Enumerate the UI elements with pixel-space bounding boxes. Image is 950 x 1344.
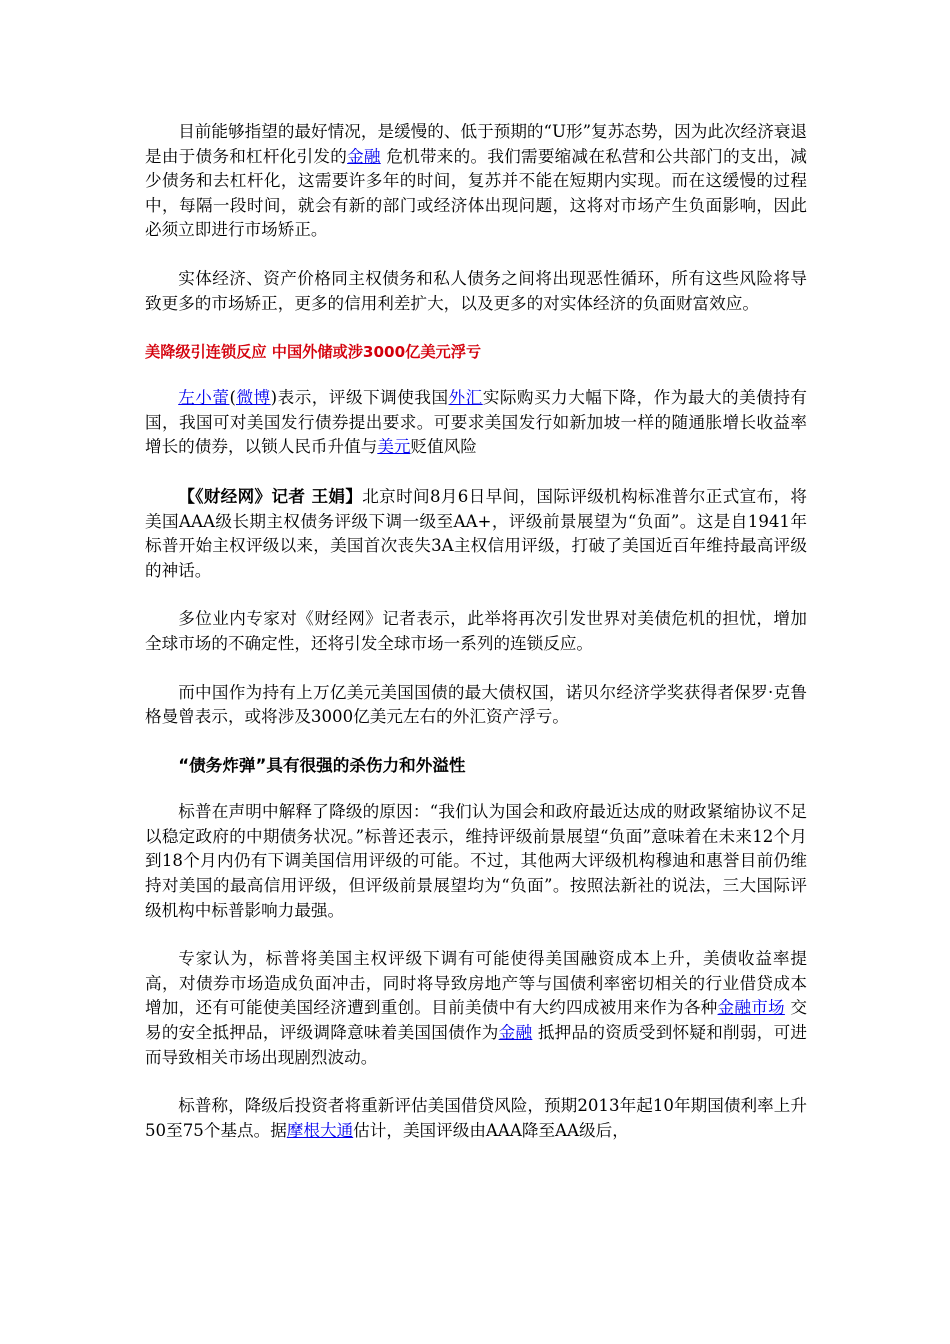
section-headline: 美降级引连锁反应 中国外储或涉3000亿美元浮亏 (145, 343, 482, 362)
link-weibo[interactable]: 微博 (235, 388, 271, 408)
link-finance[interactable]: 金融 (347, 146, 381, 166)
text: 北京时间8月6日早间，国际评级机构标准普尔正式宣布，将美国AAA级长期主权债务评级下调一级至AA+，评级前景展望为“负面”。这是自1941年标普开始主权评级以来，美国首次丧失3A主权信用评级，打破了美国近百年维持最高评级的神话。 (145, 486, 807, 580)
text: 标普称，降级后投资者将重新评估美国借贷风险，预期2013年起10年期国债利率上升50至75个基点。据 (145, 1096, 807, 1140)
text: 目前能够指望的最好情况，是缓慢的、低于预期的“U形”复苏态势，因为此次经济衰退是由于债务和杠杆化引发的 (145, 122, 807, 166)
text: ( (229, 388, 236, 408)
paragraph-recovery (145, 120, 807, 243)
link-jpmorgan[interactable]: 摩根大通 (286, 1120, 354, 1140)
text: )表示，评级下调使我国 (270, 388, 449, 408)
paragraph-vicious-cycle: 实体经济、资产价格同主权债务和私人债务之间将出现恶性循环，所有这些风险将导致更多的市场矫正，更多的信用利差扩大，以及更多的对实体经济的负面财富效应。 (145, 268, 807, 313)
text: 专家认为，标普将美国主权评级下调有可能使得美国融资成本上升，美债收益率提高，对债券市场造成负面冲击，同时将导致房地产等与国债利率密切相关的行业借贷成本增加，还有可能使美国经济遭到重创。目前美债中有大约四成被用来作为各种 (145, 949, 807, 1018)
paragraph-china: 而中国作为持有上万亿美元美国国债的最大债权国，诺贝尔经济学奖获得者保罗·克鲁格曼曾表示，或将涉及3000亿美元左右的外汇资产浮亏。 (145, 682, 807, 727)
paragraph-expert-view (145, 947, 807, 1070)
text: 抵押品的资质受到怀疑和削弱，可进而导致相关市场出现剧烈波动。 (145, 1023, 808, 1067)
text: 交易的安全抵押品，评级调降意味着美国国债作为 (145, 998, 808, 1043)
text: 危机带来的。我们需要缩减在私营和公共部门的支出，减少债务和去杠杆化，这需要许多年的时间，复苏并不能在短期内实现。而在这缓慢的过程中，每隔一段时间，就会有新的部门或经济体出现问题，这将对市场产生负面影响，因此必须立即进行市场矫正。 (145, 146, 808, 240)
subheading: “债务炸弹”具有很强的杀伤力和外溢性 (178, 755, 466, 775)
paragraph-sp-forecast (145, 1094, 807, 1143)
link-zuo-xiaolei[interactable]: 左小蕾 (178, 388, 230, 408)
link-finance-2[interactable]: 金融 (498, 1023, 533, 1043)
byline: 【《财经网》记者 王娟】 (178, 485, 363, 506)
link-forex[interactable]: 外汇 (448, 388, 483, 408)
text: 估计，美国评级由AAA降至AA级后， (353, 1120, 629, 1140)
paragraph-sp-downgrade (145, 484, 807, 583)
link-financial-market[interactable]: 金融市场 (717, 998, 785, 1018)
text: 实际购买力大幅下降，作为最大的美债持有国，我国可对美国发行债券提出要求。可要求美国发行如新加坡一样的随通胀增长收益率增长的债券，以锁人民币升值与 (145, 388, 807, 457)
paragraph-zuo-xiaolei (145, 386, 807, 460)
article (145, 120, 807, 1167)
paragraph-experts: 多位业内专家对《财经网》记者表示，此举将再次引发世界对美债危机的担忧，增加全球市场的不确定性，还将引发全球市场一系列的连锁反应。 (145, 609, 807, 653)
paragraph-sp-statement: 标普在声明中解释了降级的原因：“我们认为国会和政府最近达成的财政紧缩协议不足以稳定政府的中期债务状况。”标普还表示，维持评级前景展望“负面”意味着在未来12个月到18个月内仍有下调美国信用评级的可能。不过，其他两大评级机构穆迪和惠誉目前仍维持对美国的最高信用评级，但评级前景展望均为“负面”。按照法新社的说法，三大国际评级机构中标普影响力最强。 (145, 802, 807, 920)
text: 贬值风险 (410, 437, 477, 457)
link-usd[interactable]: 美元 (377, 437, 411, 457)
